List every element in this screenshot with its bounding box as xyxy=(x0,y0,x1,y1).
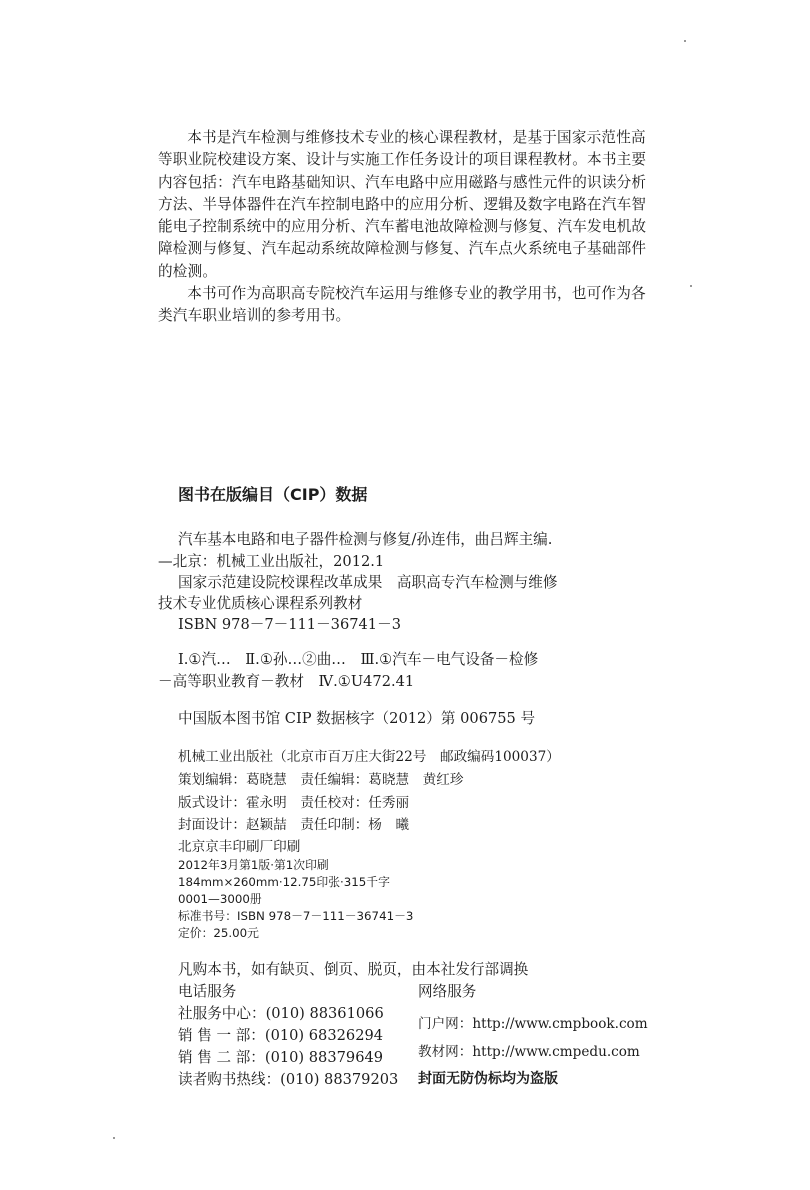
summary-block xyxy=(158,127,652,328)
replacement-notice: 凡购本书，如有缺页、倒页、脱页，由本社发行部调换 xyxy=(178,961,529,978)
cip-line-1: 汽车基本电路和电子器件检测与修复/孙连伟，曲吕辉主编. xyxy=(178,531,553,548)
cip-isbn: ISBN 978－7－111－36741－3 xyxy=(178,616,401,633)
phone-service-center: 社服务中心：(010) 88361066 xyxy=(178,1005,384,1022)
edition-line: 2012年3月第1版·第1次印刷 xyxy=(178,858,329,872)
editors-line: 策划编辑：葛晓慧 责任编辑：葛晓慧 黄红珍 xyxy=(178,772,464,788)
portal-url: 门户网：http://www.cmpbook.com xyxy=(418,1016,648,1032)
phone-reader-hotline: 读者购书热线：(010) 88379203 xyxy=(178,1071,399,1088)
summary-paragraph-2: 本书可作为高职高专院校汽车运用与维修专业的教学用书，也可作为各类汽车职业培训的参考用书。 xyxy=(158,285,646,325)
cip-classification-1: Ⅰ.①汽… Ⅱ.①孙…②曲… Ⅲ.①汽车－电气设备－检修 xyxy=(178,651,539,668)
scan-speck xyxy=(113,1137,115,1139)
summary-paragraph-1: 本书是汽车检测与维修技术专业的核心课程教材，是基于国家示范性高等职业院校建设方案、设计与实施工作任务设计的项目课程教材。本书主要内容包括：汽车电路基础知识、汽车电路中应用磁路与感性元件的识读分析方法、半导体器件在汽车控制电路中的应用分析、逻辑及数字电路在汽车智能电子控制系统中的应用分析、汽车蓄电池故障检测与修复、汽车发电机故障检测与修复、汽车起动系统故障检测与修复、汽车点火系统电子基础部件的检测。 xyxy=(158,129,647,280)
phone-service-title: 电话服务 xyxy=(178,983,237,1000)
cip-line-2: —北京：机械工业出版社，2012.1 xyxy=(158,553,385,570)
cip-line-3: 国家示范建设院校课程改革成果 高职高专汽车检测与维修 xyxy=(178,574,558,591)
standard-isbn-line: 标准书号：ISBN 978－7－111－36741－3 xyxy=(178,909,414,923)
cip-classification-2: －高等职业教育－教材 Ⅳ.①U472.41 xyxy=(158,673,415,690)
scan-speck xyxy=(684,40,686,42)
cip-title: 图书在版编目（CIP）数据 xyxy=(178,485,368,504)
scan-speck xyxy=(690,285,692,287)
network-service-title: 网络服务 xyxy=(418,983,477,1000)
publisher-address: 机械工业出版社（北京市百万庄大街22号 邮政编码100037） xyxy=(178,749,560,765)
anti-counterfeit-notice: 封面无防伪标均为盗版 xyxy=(418,1071,558,1087)
cip-line-4: 技术专业优质核心课程系列教材 xyxy=(158,595,363,612)
phone-sales-1: 销 售 一 部：(010) 68326294 xyxy=(178,1027,384,1044)
printer-line: 北京京丰印刷厂印刷 xyxy=(178,839,301,855)
textbook-url: 教材网：http://www.cmpedu.com xyxy=(418,1044,640,1060)
format-line: 184mm×260mm·12.75印张·315千字 xyxy=(178,875,390,889)
layout-proof-line: 版式设计：霍永明 责任校对：任秀丽 xyxy=(178,795,410,811)
cip-data-number: 中国版本图书馆 CIP 数据核字（2012）第 006755 号 xyxy=(178,710,536,727)
price-line: 定价：25.00元 xyxy=(178,926,259,940)
phone-sales-2: 销 售 二 部：(010) 88379649 xyxy=(178,1049,384,1066)
print-run-line: 0001—3000册 xyxy=(178,892,262,906)
cover-print-line: 封面设计：赵颖喆 责任印制：杨 曦 xyxy=(178,817,410,833)
